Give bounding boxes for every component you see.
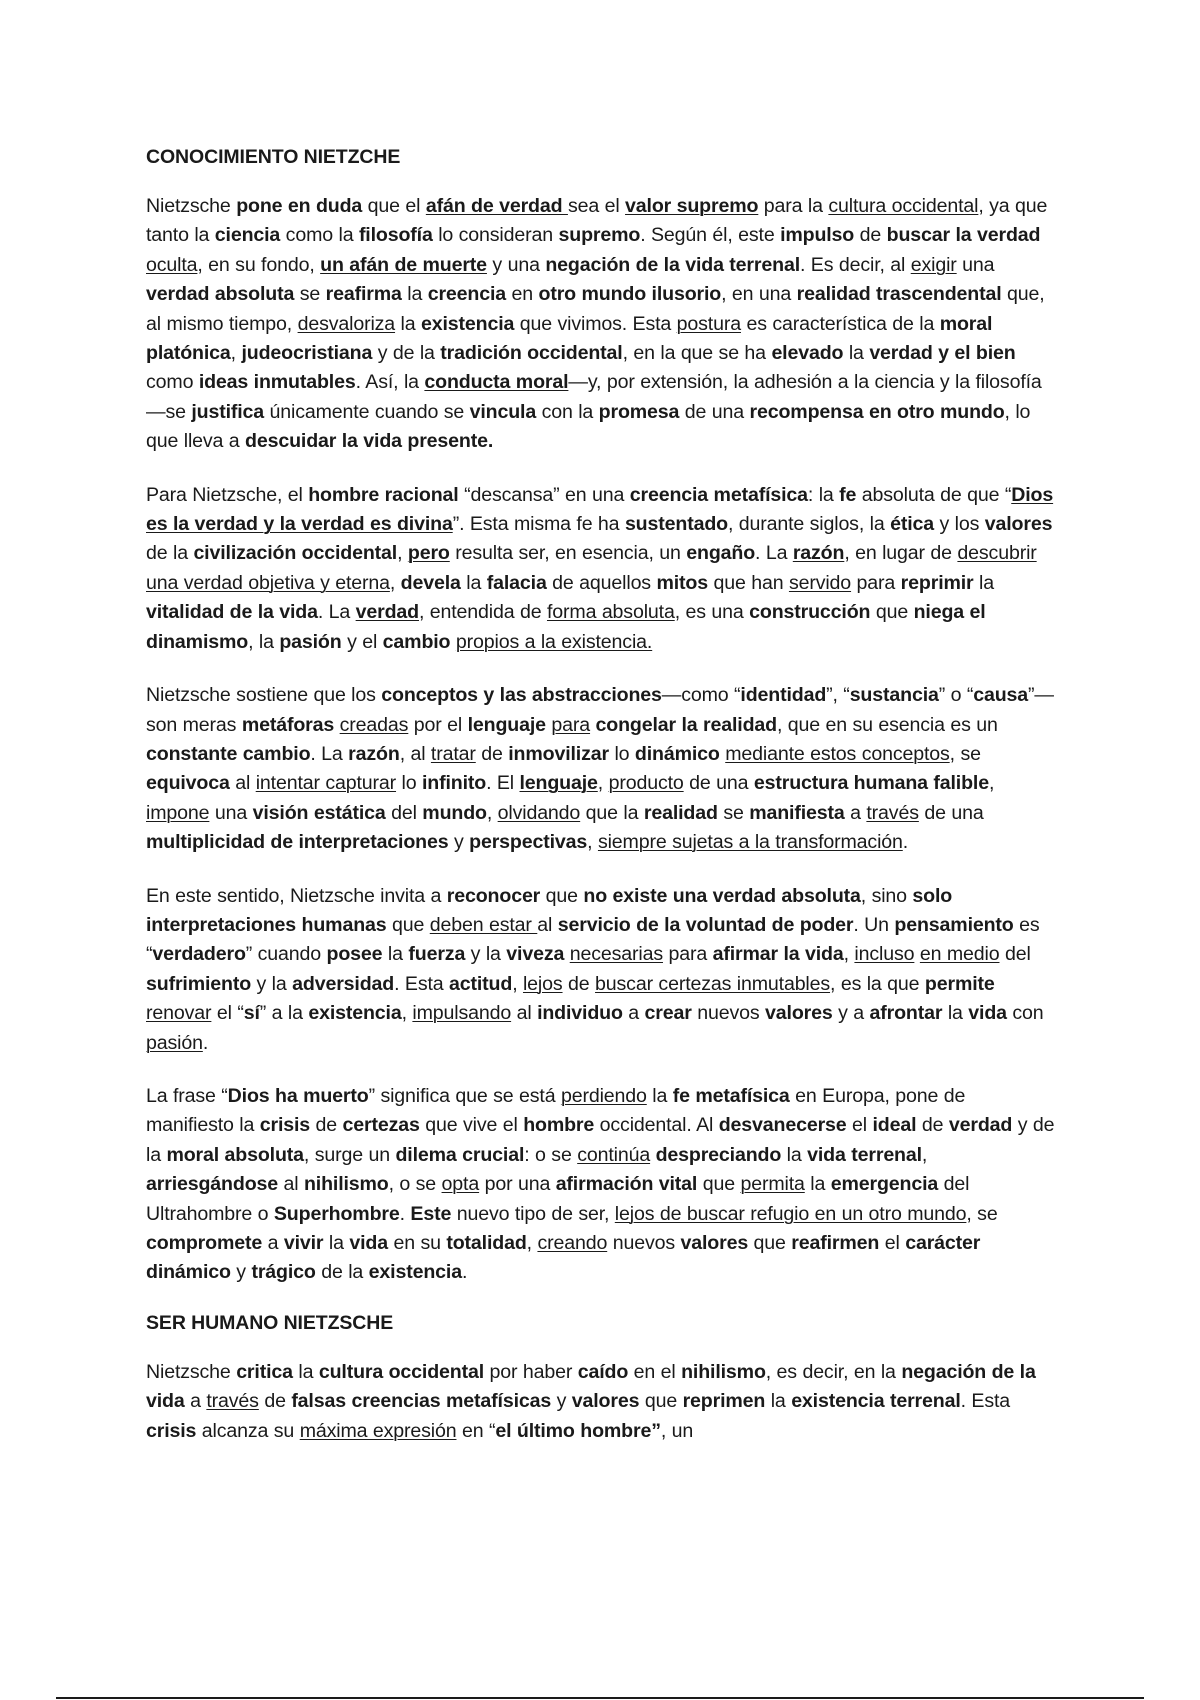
emphasis-bold: valores xyxy=(571,1390,640,1413)
emphasis-bold: ética xyxy=(890,513,934,536)
emphasis-bold: el último hombre” xyxy=(495,1419,661,1442)
emphasis-underline: para xyxy=(551,713,591,736)
emphasis-bold: construcción xyxy=(749,601,871,624)
emphasis-underline: oculta xyxy=(146,253,198,276)
emphasis-bold: afirmar la vida xyxy=(712,943,844,966)
emphasis-bold: moral absoluta xyxy=(166,1143,304,1166)
emphasis-bold: sufrimiento xyxy=(146,972,252,995)
emphasis-bold: manifiesta xyxy=(749,801,845,824)
emphasis-bold: razón xyxy=(348,742,400,765)
emphasis-underline: tratar xyxy=(430,742,476,765)
emphasis-bold: verdad xyxy=(948,1114,1013,1137)
document-body xyxy=(146,146,1056,1470)
emphasis-bold: crisis xyxy=(259,1114,311,1137)
emphasis-bold: reprimen xyxy=(682,1390,766,1413)
emphasis-underlined: valor supremo xyxy=(625,195,759,217)
emphasis-bold: sustancia xyxy=(849,684,939,707)
emphasis-bold: negación de la vida terrenal xyxy=(545,253,800,276)
emphasis-bold: niega el dinamismo xyxy=(146,601,986,653)
emphasis-bold: crear xyxy=(644,1002,692,1025)
emphasis-bold: Este xyxy=(410,1202,452,1225)
emphasis-bold: verdadero xyxy=(152,943,246,966)
emphasis-bold: permite xyxy=(924,972,995,995)
emphasis-bold: nihilismo xyxy=(681,1360,766,1383)
emphasis-underline: desvaloriza xyxy=(297,312,396,335)
emphasis-bold: identidad xyxy=(740,684,827,707)
emphasis-bold: otro mundo ilusorio xyxy=(538,283,722,306)
emphasis-bold: devela xyxy=(400,571,461,594)
emphasis-bold: creencia metafísica xyxy=(629,483,808,506)
emphasis-bold: reprimir xyxy=(900,571,974,594)
emphasis-underlined: Dios es la verdad y la verdad es divina xyxy=(146,483,1054,536)
emphasis-underlined: pero xyxy=(407,542,450,565)
emphasis-bold: caído xyxy=(577,1360,629,1383)
emphasis-bold: hombre xyxy=(523,1114,595,1137)
emphasis-bold: nihilismo xyxy=(303,1173,389,1196)
emphasis-underline: propios a la existencia. xyxy=(455,630,653,653)
emphasis-underline: lejos de buscar refugio en un otro mundo xyxy=(614,1202,967,1225)
emphasis-underline: buscar certezas inmutables xyxy=(595,972,831,995)
emphasis-underlined: un afán de muerte xyxy=(320,253,487,276)
emphasis-underline: postura xyxy=(676,312,741,335)
emphasis-bold: verdad absoluta xyxy=(146,283,295,306)
emphasis-bold: servicio de la voluntad de poder xyxy=(557,913,854,936)
emphasis-underline: forma absoluta xyxy=(546,601,675,624)
emphasis-bold: causa xyxy=(973,684,1029,707)
emphasis-underlined: afán de verdad xyxy=(425,195,568,217)
emphasis-bold: tradición occidental xyxy=(440,342,623,365)
emphasis-bold: actitud xyxy=(449,972,513,995)
emphasis-bold: vida terrenal xyxy=(807,1143,922,1166)
emphasis-bold: pasión xyxy=(279,630,342,653)
emphasis-bold: lenguaje xyxy=(467,713,546,736)
emphasis-bold: supremo xyxy=(558,224,641,247)
emphasis-underline: deben estar xyxy=(429,913,538,936)
emphasis-bold: reconocer xyxy=(446,884,541,907)
emphasis-underline: creadas xyxy=(339,713,409,736)
emphasis-underline: perdiendo xyxy=(560,1084,647,1107)
emphasis-bold: reafirmen xyxy=(791,1232,880,1254)
emphasis-bold: infinito xyxy=(421,772,487,795)
page-bottom-rule xyxy=(56,1697,1144,1699)
emphasis-underlined: conducta moral xyxy=(424,371,569,394)
emphasis-bold: posee xyxy=(326,943,383,966)
emphasis-bold: pensamiento xyxy=(894,913,1014,936)
emphasis-underline: necesarias xyxy=(569,943,663,966)
emphasis-bold: judeocristiana xyxy=(241,342,373,365)
emphasis-bold: visión estática xyxy=(252,801,386,824)
emphasis-bold: ideal xyxy=(872,1114,917,1137)
emphasis-underline: permita xyxy=(740,1173,805,1196)
emphasis-bold: realidad xyxy=(643,801,718,824)
emphasis-bold: viveza xyxy=(506,943,565,966)
emphasis-underlined: verdad xyxy=(355,601,419,624)
emphasis-bold: fe metafísica xyxy=(672,1084,790,1107)
emphasis-underline: pasión xyxy=(146,1031,203,1054)
emphasis-bold: sustentado xyxy=(624,513,728,536)
emphasis-bold: ideas inmutables xyxy=(198,371,356,394)
emphasis-bold: individuo xyxy=(537,1002,623,1025)
emphasis-bold: inmovilizar xyxy=(508,742,609,765)
emphasis-bold: cultura occidental xyxy=(318,1360,485,1383)
emphasis-bold: certezas xyxy=(342,1114,420,1137)
emphasis-bold: valores xyxy=(680,1232,749,1254)
emphasis-underline: máxima expresión xyxy=(299,1419,457,1442)
emphasis-underline: impone xyxy=(146,801,210,824)
emphasis-bold: metáforas xyxy=(241,713,335,736)
emphasis-bold: solo interpretaciones humanas xyxy=(146,884,953,936)
emphasis-underline: mediante estos conceptos xyxy=(725,742,950,765)
emphasis-underline: servido xyxy=(788,571,852,594)
emphasis-bold: pone en duda xyxy=(236,195,363,217)
emphasis-bold: equivoca xyxy=(146,772,230,795)
emphasis-bold: moral platónica xyxy=(146,312,993,365)
paragraph: Nietzsche pone en duda que el afán de verdad sea el valor supremo para la cultura occidental, ya que tanto la ciencia como la filosofía lo consideran supremo. Según él, este impulso de buscar la verdad oculta, en su fondo, un afán de muerte y una negación de la vida terrenal. Es decir, al exigir una verdad absoluta se reafirma la creencia en otro mundo ilusorio, en una realidad trascendental que, al mismo tiempo, desvaloriza la existencia que vivimos. Esta postura es característica de la moral platónica, judeocristiana y de la tradición occidental, en la que se ha elevado la verdad y el bien como ideas inmutables. Así, la conducta moral—y, por extensión, la adhesión a la ciencia y la filosofía—se justifica únicamente cuando se vincula con la promesa de una recompensa en otro mundo, lo que lleva a descuidar la vida presente. xyxy=(146,195,1048,453)
emphasis-underline: impulsando xyxy=(412,1002,512,1025)
emphasis-bold: Dios ha muerto xyxy=(227,1084,369,1107)
emphasis-bold: no existe una verdad absoluta xyxy=(583,884,861,907)
emphasis-bold: vida xyxy=(349,1232,388,1254)
emphasis-bold: conceptos y las abstracciones xyxy=(381,684,662,707)
emphasis-bold: critica xyxy=(236,1360,293,1383)
emphasis-bold: fuerza xyxy=(408,943,466,966)
emphasis-bold: buscar la verdad xyxy=(886,224,1041,247)
emphasis-bold: falsas creencias metafísicas xyxy=(291,1390,552,1413)
emphasis-bold: compromete xyxy=(146,1232,263,1254)
emphasis-bold: emergencia xyxy=(830,1173,939,1196)
emphasis-bold: civilización occidental xyxy=(193,542,398,565)
emphasis-underline: lejos xyxy=(522,972,563,995)
emphasis-underline: opta xyxy=(441,1173,480,1196)
emphasis-bold: Superhombre xyxy=(273,1202,400,1225)
emphasis-bold: existencia xyxy=(421,312,515,335)
emphasis-bold: trágico xyxy=(251,1261,316,1284)
emphasis-underline: cultura occidental xyxy=(828,195,979,217)
section-title-conocimiento: CONOCIMIENTO NIETZCHE xyxy=(146,146,401,168)
emphasis-underlined: lenguaje xyxy=(519,772,598,795)
emphasis-bold: perspectivas xyxy=(469,831,588,854)
emphasis-bold: valores xyxy=(765,1002,833,1025)
emphasis-bold: existencia xyxy=(308,1002,402,1025)
emphasis-underline: exigir xyxy=(910,253,957,276)
emphasis-bold: justifica xyxy=(191,400,265,423)
emphasis-bold: fe xyxy=(839,483,857,506)
emphasis-bold: existencia xyxy=(368,1261,462,1284)
emphasis-bold: crisis xyxy=(146,1419,197,1442)
emphasis-bold: negación de la vida xyxy=(146,1360,1036,1413)
emphasis-bold: sí xyxy=(243,1002,260,1025)
emphasis-bold: totalidad xyxy=(446,1232,527,1254)
emphasis-bold: congelar la realidad xyxy=(595,713,777,736)
paragraph: Nietzsche critica la cultura occidental por haber caído en el nihilismo, es decir, en la negación de la vida a través de falsas creencias metafísicas y valores que reprimen la existencia terrenal. Esta crisis alcanza su máxima expresión en “el último hombre”, un xyxy=(146,1360,1036,1442)
emphasis-bold: existencia terrenal xyxy=(791,1390,961,1413)
emphasis-bold: engaño xyxy=(686,542,756,565)
emphasis-bold: mundo xyxy=(422,801,487,824)
emphasis-underline: través xyxy=(206,1390,259,1413)
emphasis-bold: recompensa en otro mundo xyxy=(749,400,1005,423)
emphasis-underline: olvidando xyxy=(497,801,581,824)
emphasis-bold: estructura humana falible xyxy=(753,772,989,795)
emphasis-underline: intentar capturar xyxy=(255,772,397,795)
emphasis-bold: arriesgándose xyxy=(146,1173,279,1196)
emphasis-bold: despreciando xyxy=(655,1143,782,1166)
paragraph: En este sentido, Nietzsche invita a reconocer que no existe una verdad absoluta, sino solo interpretaciones humanas que deben estar al servicio de la voluntad de poder. Un pensamiento es “verdadero” cuando posee la fuerza y la viveza necesarias para afirmar la vida, incluso en medio del sufrimiento y la adversidad. Esta actitud, lejos de buscar certezas inmutables, es la que permite renovar el “sí” a la existencia, impulsando al individuo a crear nuevos valores y a afrontar la vida con pasión. xyxy=(146,884,1044,1054)
emphasis-underline: producto xyxy=(608,772,684,795)
emphasis-bold: valores xyxy=(984,513,1053,536)
emphasis-underline: creando xyxy=(537,1232,608,1254)
paragraph: Para Nietzsche, el hombre racional “descansa” en una creencia metafísica: la fe absoluta de que “Dios es la verdad y la verdad es divina”. Esta misma fe ha sustentado, durante siglos, la ética y los valores de la civilización occidental, pero resulta ser, en esencia, un engaño. La razón, en lugar de descubrir una verdad objetiva y eterna, devela la falacia de aquellos mitos que han servido para reprimir la vitalidad de la vida. La verdad, entendida de forma absoluta, es una construcción que niega el dinamismo, la pasión y el cambio propios a la existencia. xyxy=(146,483,1054,653)
emphasis-bold: elevado xyxy=(771,342,844,365)
emphasis-bold: afirmación vital xyxy=(555,1173,698,1196)
emphasis-underline: descubrir una verdad objetiva y eterna xyxy=(146,542,1037,594)
emphasis-underline: siempre sujetas a la transformación xyxy=(597,831,903,854)
emphasis-bold: carácter dinámico xyxy=(146,1232,981,1284)
emphasis-underlined: razón xyxy=(792,542,845,565)
paragraph: La frase “Dios ha muerto” significa que se está perdiendo la fe metafísica en Europa, pone de manifiesto la crisis de certezas que vive el hombre occidental. Al desvanecerse el ideal de verdad y de la moral absoluta, surge un dilema crucial: o se continúa despreciando la vida terrenal, arriesgándose al nihilismo, o se opta por una afirmación vital que permita la emergencia del Ultrahombre o Superhombre. Este nuevo tipo de ser, lejos de buscar refugio en un otro mundo, se compromete a vivir la vida en su totalidad, creando nuevos valores que reafirmen el carácter dinámico y trágico de la existencia. xyxy=(146,1084,1055,1284)
emphasis-bold: afrontar xyxy=(869,1002,943,1025)
emphasis-bold: dilema crucial xyxy=(395,1143,525,1166)
emphasis-bold: mitos xyxy=(656,571,708,594)
emphasis-bold: desvanecerse xyxy=(718,1114,847,1137)
paragraph: Nietzsche sostiene que los conceptos y las abstracciones—como “identidad”, “sustancia” o “causa”—son meras metáforas creadas por el lenguaje para congelar la realidad, que en su esencia es un constante cambio. La razón, al tratar de inmovilizar lo dinámico mediante estos conceptos, se equivoca al intentar capturar lo infinito. El lenguaje, producto de una estructura humana falible, impone una visión estática del mundo, olvidando que la realidad se manifiesta a través de una multiplicidad de interpretaciones y perspectivas, siempre sujetas a la transformación. xyxy=(146,684,1054,854)
emphasis-underline: incluso xyxy=(854,943,915,966)
emphasis-bold: multiplicidad de interpretaciones xyxy=(146,831,449,854)
emphasis-bold: vida xyxy=(968,1002,1007,1025)
emphasis-bold: ciencia xyxy=(214,224,281,247)
emphasis-bold: adversidad xyxy=(292,972,395,995)
emphasis-bold: reafirma xyxy=(325,283,402,306)
emphasis-bold: vitalidad de la vida xyxy=(146,601,318,624)
emphasis-bold: promesa xyxy=(598,400,680,423)
emphasis-bold: vincula xyxy=(469,400,537,423)
section-title-ser-humano: SER HUMANO NIETZSCHE xyxy=(146,1311,394,1334)
emphasis-bold: falacia xyxy=(486,571,547,594)
emphasis-bold: cambio xyxy=(382,630,451,653)
emphasis-bold: constante cambio xyxy=(146,742,311,765)
emphasis-bold: filosofía xyxy=(358,224,433,247)
emphasis-underline: renovar xyxy=(146,1002,212,1025)
emphasis-bold: impulso xyxy=(780,224,855,247)
emphasis-bold: realidad trascendental xyxy=(796,283,1002,306)
emphasis-underline: en medio xyxy=(919,943,1000,966)
emphasis-bold: dinámico xyxy=(634,742,720,765)
emphasis-bold: descuidar la vida presente. xyxy=(245,430,494,453)
emphasis-bold: verdad y el bien xyxy=(869,342,1016,365)
emphasis-bold: vivir xyxy=(283,1232,324,1254)
emphasis-underline: continúa xyxy=(577,1143,651,1166)
emphasis-underline: través xyxy=(866,801,919,824)
emphasis-bold: hombre racional xyxy=(308,483,459,506)
emphasis-bold: creencia xyxy=(427,283,507,306)
